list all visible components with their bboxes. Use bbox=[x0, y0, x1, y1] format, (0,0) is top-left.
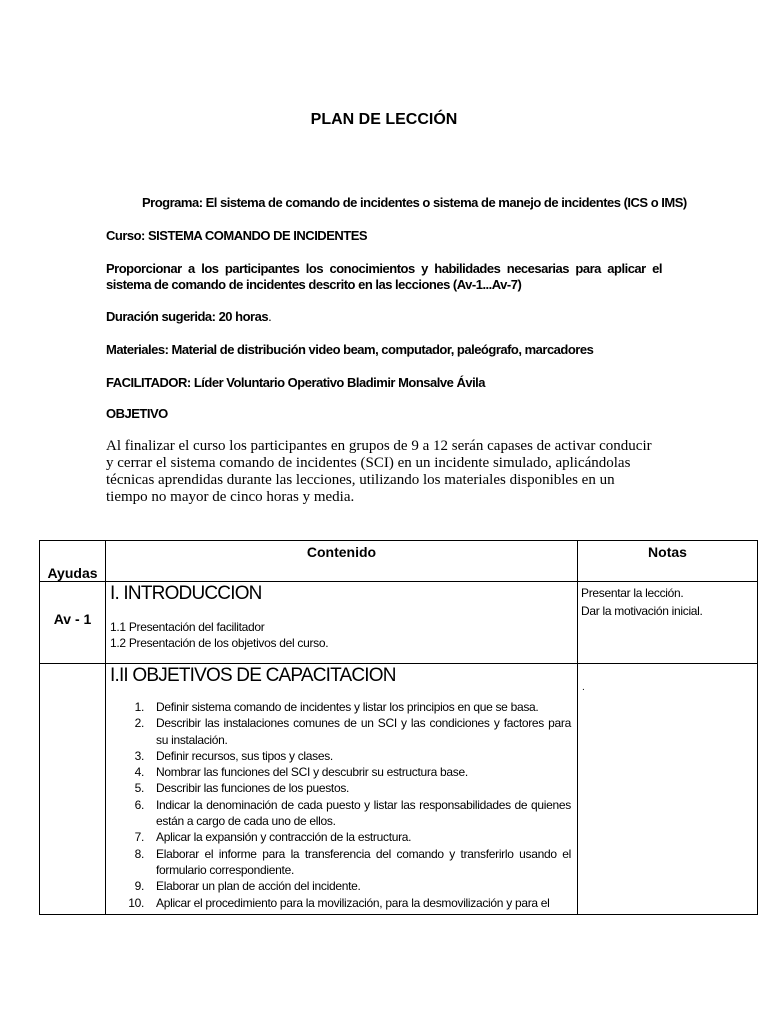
list-item bbox=[106, 846, 577, 879]
section-title: I.II OBJETIVOS DE CAPACITACION bbox=[110, 665, 396, 686]
lesson-plan-table bbox=[39, 540, 758, 915]
notes-cell bbox=[578, 664, 758, 915]
list-text: Aplicar la expansión y contracción de la estructura. bbox=[156, 830, 412, 845]
header-contenido: Contenido bbox=[106, 541, 578, 582]
ayuda-cell: Av - 1 bbox=[40, 582, 106, 664]
list-text: Indicar la denominación de cada puesto y listar las responsabilidades de quienes están a cargo de cada uno de ellos. bbox=[156, 797, 571, 829]
list-text: Elaborar el informe para la transferencia del comando y transferirlo usando el formulario correspondiente. bbox=[156, 846, 571, 877]
table-header-row bbox=[40, 541, 758, 582]
section-title: I. INTRODUCCION bbox=[110, 583, 262, 604]
list-item bbox=[106, 748, 577, 764]
objetivo-heading: OBJETIVO bbox=[106, 406, 168, 421]
list-number: 10. bbox=[128, 895, 144, 910]
duracion-text: Duración sugerida: 20 horas bbox=[106, 309, 269, 324]
list-number: 7. bbox=[134, 830, 144, 845]
list-number: 6. bbox=[134, 797, 144, 812]
list-item bbox=[106, 878, 577, 894]
list-number: 9. bbox=[134, 879, 144, 894]
table-row bbox=[40, 582, 758, 664]
facilitador-line: FACILITADOR: Líder Voluntario Operativo Bladimir Monsalve Ávila bbox=[106, 375, 486, 390]
page-title: PLAN DE LECCIÓN bbox=[310, 111, 458, 128]
list-text: Definir sistema comando de incidentes y listar los principios en que se basa. bbox=[156, 700, 539, 714]
note-text: . bbox=[582, 682, 585, 693]
objetivo-paragraph: Al finalizar el curso los participantes en grupos de 9 a 12 serán capases de activar conducir y cerrar el sistema comando de incidentes (SCI) en un incidente simulado, aplicándolas técnicas aprendidas durante las lecciones, utilizando los materiales disponibles en un tiempo no mayor de cinco horas y media. bbox=[106, 438, 652, 505]
table-row bbox=[40, 664, 758, 915]
list-number: 4. bbox=[134, 765, 144, 780]
list-text: Definir recursos, sus tipos y clases. bbox=[156, 748, 333, 763]
curso-line: Curso: SISTEMA COMANDO DE INCIDENTES bbox=[106, 228, 368, 243]
notes-cell bbox=[578, 582, 758, 664]
proporcionar-paragraph: Proporcionar a los participantes los conocimientos y habilidades necesarias para aplicar el sistema de comando de incidentes descrito en las lecciones (Av-1...Av-7) bbox=[106, 261, 662, 292]
ayuda-cell bbox=[40, 664, 106, 915]
list-item: 1.1 Presentación del facilitador bbox=[110, 620, 265, 634]
list-number: 2. bbox=[134, 716, 144, 731]
list-number: 1. bbox=[134, 700, 144, 714]
list-text: Aplicar el procedimiento para la movilización, para la desmovilización y para el bbox=[156, 895, 550, 910]
list-item bbox=[106, 715, 577, 748]
objectives-list bbox=[106, 699, 577, 911]
header-notas: Notas bbox=[578, 541, 758, 582]
list-item bbox=[106, 764, 577, 780]
header-ayudas: Ayudas bbox=[40, 541, 106, 582]
list-item bbox=[106, 780, 577, 796]
list-text: Elaborar un plan de acción del incidente. bbox=[156, 879, 361, 894]
list-item: 1.2 Presentación de los objetivos del curso. bbox=[110, 636, 329, 650]
list-item bbox=[106, 699, 577, 715]
list-text: Describir las funciones de los puestos. bbox=[156, 781, 350, 796]
list-text: Describir las instalaciones comunes de un SCI y las condiciones y factores para su instalación. bbox=[156, 716, 571, 747]
materiales-line: Materiales: Material de distribución video beam, computador, paleógrafo, marcadores bbox=[106, 342, 594, 357]
list-item bbox=[106, 797, 577, 830]
list-number: 8. bbox=[134, 846, 144, 861]
note-text: Dar la motivación inicial. bbox=[581, 604, 703, 618]
content-cell bbox=[106, 664, 578, 915]
list-number: 3. bbox=[134, 748, 144, 763]
duracion-dot: . bbox=[268, 309, 272, 324]
list-text: Nombrar las funciones del SCI y descubrir su estructura base. bbox=[156, 765, 468, 780]
list-item bbox=[106, 829, 577, 845]
duracion-line bbox=[106, 309, 271, 324]
list-number: 5. bbox=[134, 781, 144, 796]
content-cell bbox=[106, 582, 578, 664]
note-text: Presentar la lección. bbox=[581, 586, 684, 600]
programa-line: Programa: El sistema de comando de incidentes o sistema de manejo de incidentes (ICS o IMS) bbox=[142, 195, 687, 210]
list-item bbox=[106, 895, 577, 911]
